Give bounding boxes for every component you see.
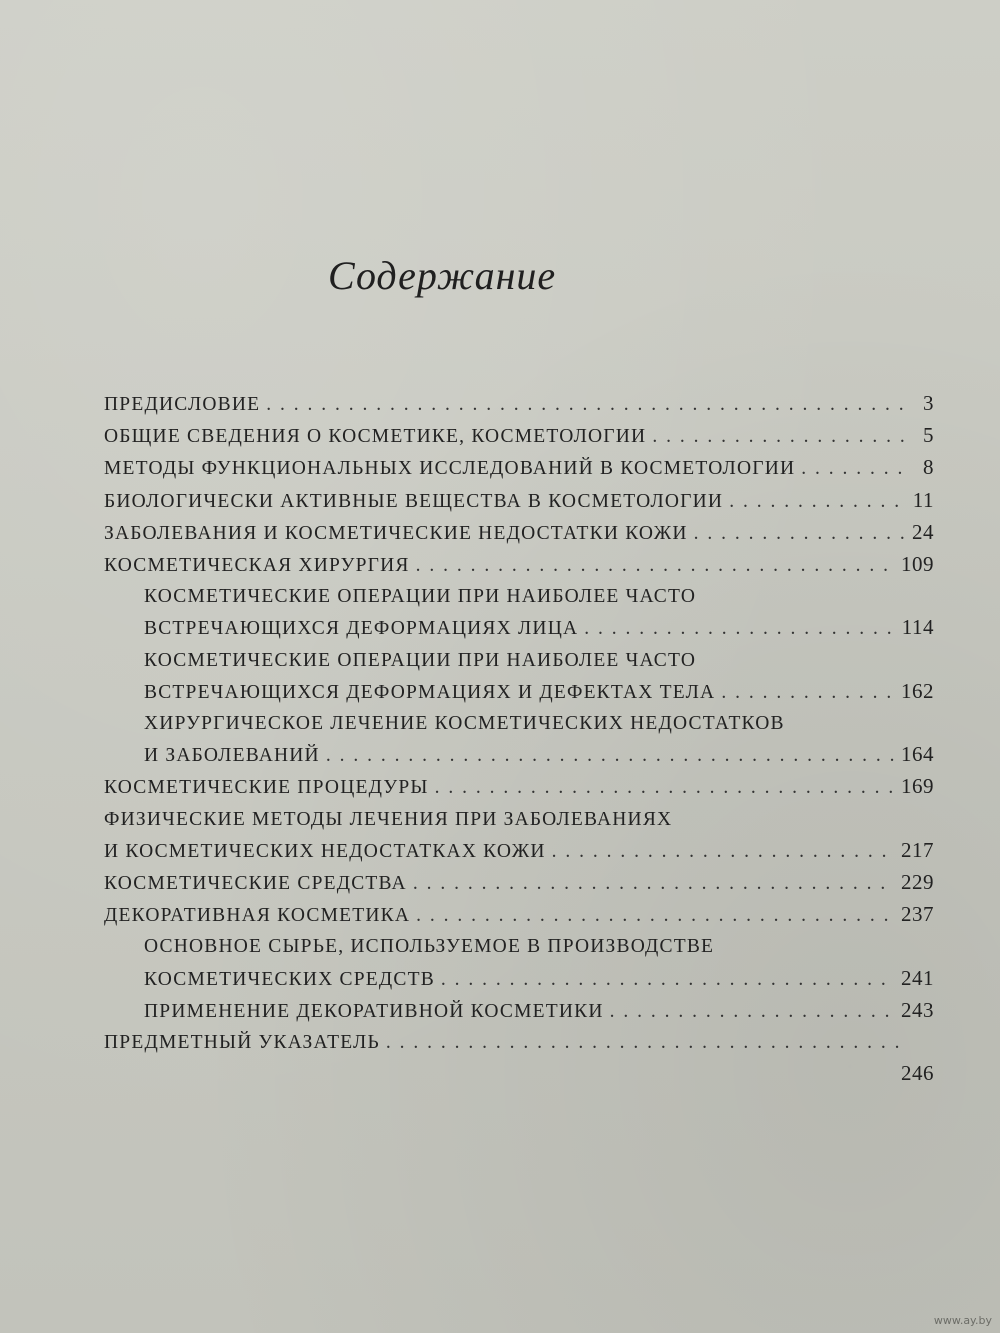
toc-entry-page: 164 — [901, 742, 934, 767]
toc-entry-title-line1: КОСМЕТИЧЕСКИЕ ОПЕРАЦИИ ПРИ НАИБОЛЕЕ ЧАСТО — [144, 649, 697, 671]
dot-leader — [266, 389, 908, 420]
toc-entry-title: ПРЕДМЕТНЫЙ УКАЗАТЕЛЬ — [104, 1032, 380, 1054]
toc-entry — [104, 899, 934, 931]
watermark: www.ay.by — [933, 1314, 992, 1327]
toc-entry-title: ОБЩИЕ СВЕДЕНИЯ О КОСМЕТИКЕ, КОСМЕТОЛОГИИ — [104, 426, 647, 448]
toc-entry-title-line1: КОСМЕТИЧЕСКИЕ ОПЕРАЦИИ ПРИ НАИБОЛЕЕ ЧАСТО — [144, 586, 697, 608]
dot-leader — [610, 996, 895, 1027]
toc-entry — [104, 549, 934, 581]
toc-entry — [104, 517, 934, 549]
toc-entry-title: И ЗАБОЛЕВАНИЙ — [144, 745, 320, 767]
table-of-contents — [104, 388, 934, 1089]
toc-entry-title: ПРИМЕНЕНИЕ ДЕКОРАТИВНОЙ КОСМЕТИКИ — [144, 1000, 604, 1022]
toc-entry-page: 24 — [912, 519, 934, 544]
toc-entry-title: КОСМЕТИЧЕСКИЕ СРЕДСТВА — [104, 873, 407, 895]
toc-entry-title: БИОЛОГИЧЕСКИ АКТИВНЫЕ ВЕЩЕСТВА В КОСМЕТОЛОГИИ — [104, 490, 724, 512]
dot-leader — [386, 1027, 908, 1058]
toc-entry-title: И КОСМЕТИЧЕСКИХ НЕДОСТАТКАХ КОЖИ — [104, 840, 546, 862]
toc-entry-page: 217 — [901, 837, 934, 862]
toc-entry-page: 114 — [901, 615, 934, 640]
toc-entry-page: 237 — [901, 902, 934, 927]
toc-entry — [104, 485, 934, 517]
toc-entry-title: ВСТРЕЧАЮЩИХСЯ ДЕФОРМАЦИЯХ ЛИЦА — [144, 618, 579, 640]
toc-entry-page: 169 — [901, 774, 934, 799]
toc-entry — [104, 388, 934, 420]
toc-entry-page: 11 — [912, 487, 934, 512]
toc-entry-page: 8 — [923, 455, 934, 480]
toc-trailing-page: 246 — [901, 1061, 934, 1086]
toc-entry-page: 229 — [901, 870, 934, 895]
toc-entry-title: КОСМЕТИЧЕСКИХ СРЕДСТВ — [144, 968, 435, 990]
dot-leader — [694, 518, 906, 549]
dot-leader — [729, 486, 907, 517]
toc-entry-page: 241 — [901, 965, 934, 990]
dot-leader — [435, 772, 895, 803]
dot-leader — [326, 740, 895, 771]
dot-leader — [416, 550, 895, 581]
toc-entry-title: МЕТОДЫ ФУНКЦИОНАЛЬНЫХ ИССЛЕДОВАНИЙ В КОСМЕТОЛОГИИ — [104, 458, 796, 480]
toc-entry-title: КОСМЕТИЧЕСКИЕ ПРОЦЕДУРЫ — [104, 777, 429, 799]
dot-leader — [801, 453, 908, 484]
toc-entry — [104, 1027, 934, 1058]
toc-entry — [104, 771, 934, 803]
toc-entry-page: 109 — [901, 552, 934, 577]
toc-subentry — [104, 995, 934, 1027]
page-title: Содержание — [328, 253, 557, 298]
toc-entry-title-line1: ФИЗИЧЕСКИЕ МЕТОДЫ ЛЕЧЕНИЯ ПРИ ЗАБОЛЕВАНИЯХ — [104, 808, 673, 830]
dot-leader — [584, 613, 896, 644]
dot-leader — [441, 964, 895, 995]
toc-entry — [104, 804, 934, 867]
toc-subentry — [104, 708, 934, 771]
toc-entry-title: ВСТРЕЧАЮЩИХСЯ ДЕФОРМАЦИЯХ И ДЕФЕКТАХ ТЕЛА — [144, 681, 716, 703]
dot-leader — [721, 677, 895, 708]
toc-entry — [104, 452, 934, 484]
toc-entry-page: 162 — [901, 678, 934, 703]
dot-leader — [652, 421, 908, 452]
toc-entry-title: ЗАБОЛЕВАНИЯ И КОСМЕТИЧЕСКИЕ НЕДОСТАТКИ КОЖИ — [104, 522, 688, 544]
toc-entry-page: 5 — [923, 423, 934, 448]
toc-subentry — [104, 645, 934, 708]
toc-entry-title: КОСМЕТИЧЕСКАЯ ХИРУРГИЯ — [104, 555, 410, 577]
dot-leader — [413, 868, 895, 899]
dot-leader — [416, 900, 895, 931]
toc-entry-title: ДЕКОРАТИВНАЯ КОСМЕТИКА — [104, 905, 411, 927]
toc-entry-title: ПРЕДИСЛОВИЕ — [104, 394, 261, 415]
toc-subentry — [104, 581, 934, 644]
toc-entry — [104, 867, 934, 899]
toc-entry-title-line1: ОСНОВНОЕ СЫРЬЕ, ИСПОЛЬЗУЕМОЕ В ПРОИЗВОДСТВЕ — [144, 936, 715, 958]
toc-entry-page: 243 — [901, 997, 934, 1022]
dot-leader — [552, 836, 895, 867]
toc-trailing-page-row — [104, 1058, 934, 1089]
toc-entry-page: 3 — [923, 391, 934, 415]
toc-entry-title-line1: ХИРУРГИЧЕСКОЕ ЛЕЧЕНИЕ КОСМЕТИЧЕСКИХ НЕДОСТАТКОВ — [144, 713, 785, 735]
toc-entry — [104, 420, 934, 452]
toc-subentry — [104, 931, 934, 994]
